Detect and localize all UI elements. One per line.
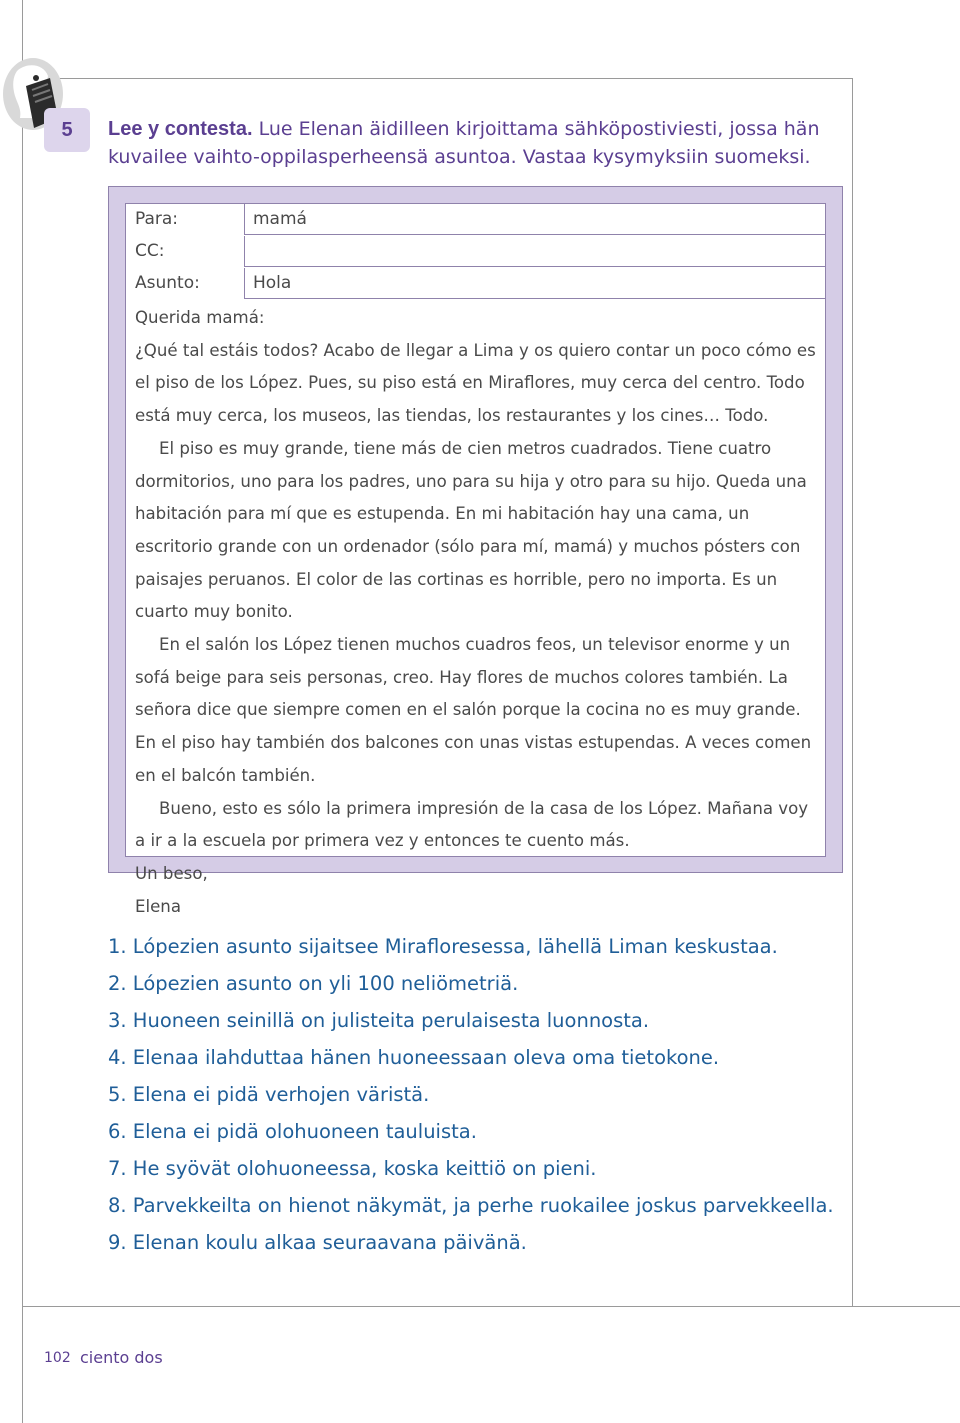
exercise-number-badge: 5	[44, 108, 90, 152]
email-subject-field[interactable]	[244, 268, 825, 299]
question-item: 6. Elena ei pidä olohuoneen tauluista.	[108, 1120, 477, 1143]
email-greeting: Querida mamá:	[135, 308, 265, 327]
question-item: 5. Elena ei pidä verhojen väristä.	[108, 1083, 430, 1106]
email-to-label: Para:	[135, 209, 179, 229]
email-to-field[interactable]	[244, 204, 825, 235]
exercise-title: Lee y contesta.	[108, 118, 253, 140]
email-to-value: mamá	[253, 209, 307, 229]
question-item: 9. Elenan koulu alkaa seuraavana päivänä.	[108, 1231, 527, 1254]
page-frame-bottom	[22, 1306, 960, 1307]
question-item: 2. Lópezien asunto on yli 100 neliömetriä.	[108, 972, 519, 995]
exercise-instruction-text: Lue Elenan äidilleen kirjoittama sähköpostiviesti, jossa hän kuvailee vaihto-oppilasperheensä asuntoa. Vastaa kysymyksiin suomeksi.	[108, 118, 820, 168]
email-cc-label: CC:	[135, 241, 165, 261]
email-subject-row	[126, 268, 825, 299]
page-frame-right	[852, 78, 853, 1306]
question-item: 8. Parvekkeilta on hienot näkymät, ja perhe ruokailee joskus parvekkeella.	[108, 1194, 834, 1217]
email-to-row	[126, 204, 825, 235]
page-number: 102	[44, 1350, 71, 1366]
email-paragraph: En el salón los López tienen muchos cuadros feos, un televisor enorme y un sofá beige para seis personas, creo. Hay flores de muchos colores también. La señora dice que siempre comen en el salón porque la cocina no es muy grande. En el piso hay también dos balcones con unas vistas estupendas. A veces comen en el balcón también.	[135, 635, 812, 785]
email-window	[125, 203, 826, 916]
email-paragraph: El piso es muy grande, tiene más de cien metros cuadrados. Tiene cuatro dormitorios, uno para los padres, uno para su hija y otro para su hijo. Queda una habitación para mí que es estupenda. En mi habitación hay una cama, un escritorio grande con un ordenador (sólo para mí, mamá) y muchos pósters con paisajes peruanos. El color de las cortinas es horrible, pero no importa. Es un cuarto muy bonito.	[135, 438, 807, 622]
email-cc-row	[126, 236, 825, 267]
question-item: 1. Lópezien asunto sijaitsee Mirafloresessa, lähellä Liman keskustaa.	[108, 935, 778, 958]
email-body	[135, 302, 819, 923]
email-cc-field[interactable]	[244, 236, 825, 267]
question-list	[108, 928, 848, 1261]
email-paragraph: Bueno, esto es sólo la primera impresión de la casa de los López. Mañana voy a ir a la escuela por primera vez y entonces te cuento más.	[135, 798, 809, 851]
email-signature: Elena	[135, 896, 181, 916]
question-item: 3. Huoneen seinillä on julisteita perulaisesta luonnosta.	[108, 1009, 650, 1032]
email-subject-label: Asunto:	[135, 273, 200, 293]
email-closing: Un beso,	[135, 863, 208, 883]
page-number-text: ciento dos	[80, 1348, 163, 1367]
page-frame-top	[22, 78, 852, 79]
page-frame-left	[22, 0, 23, 1423]
exercise-instructions	[108, 115, 838, 171]
email-subject-value: Hola	[253, 273, 292, 293]
question-item: 4. Elenaa ilahduttaa hänen huoneessaan oleva oma tietokone.	[108, 1046, 720, 1069]
question-item: 7. He syövät olohuoneessa, koska keittiö on pieni.	[108, 1157, 597, 1180]
email-paragraph: ¿Qué tal estáis todos? Acabo de llegar a Lima y os quiero contar un poco cómo es el piso de los López. Pues, su piso está en Miraflores, muy cerca del centro. Todo está muy cerca, los museos, las tiendas, los restaurantes y los cines… Todo.	[135, 340, 816, 426]
